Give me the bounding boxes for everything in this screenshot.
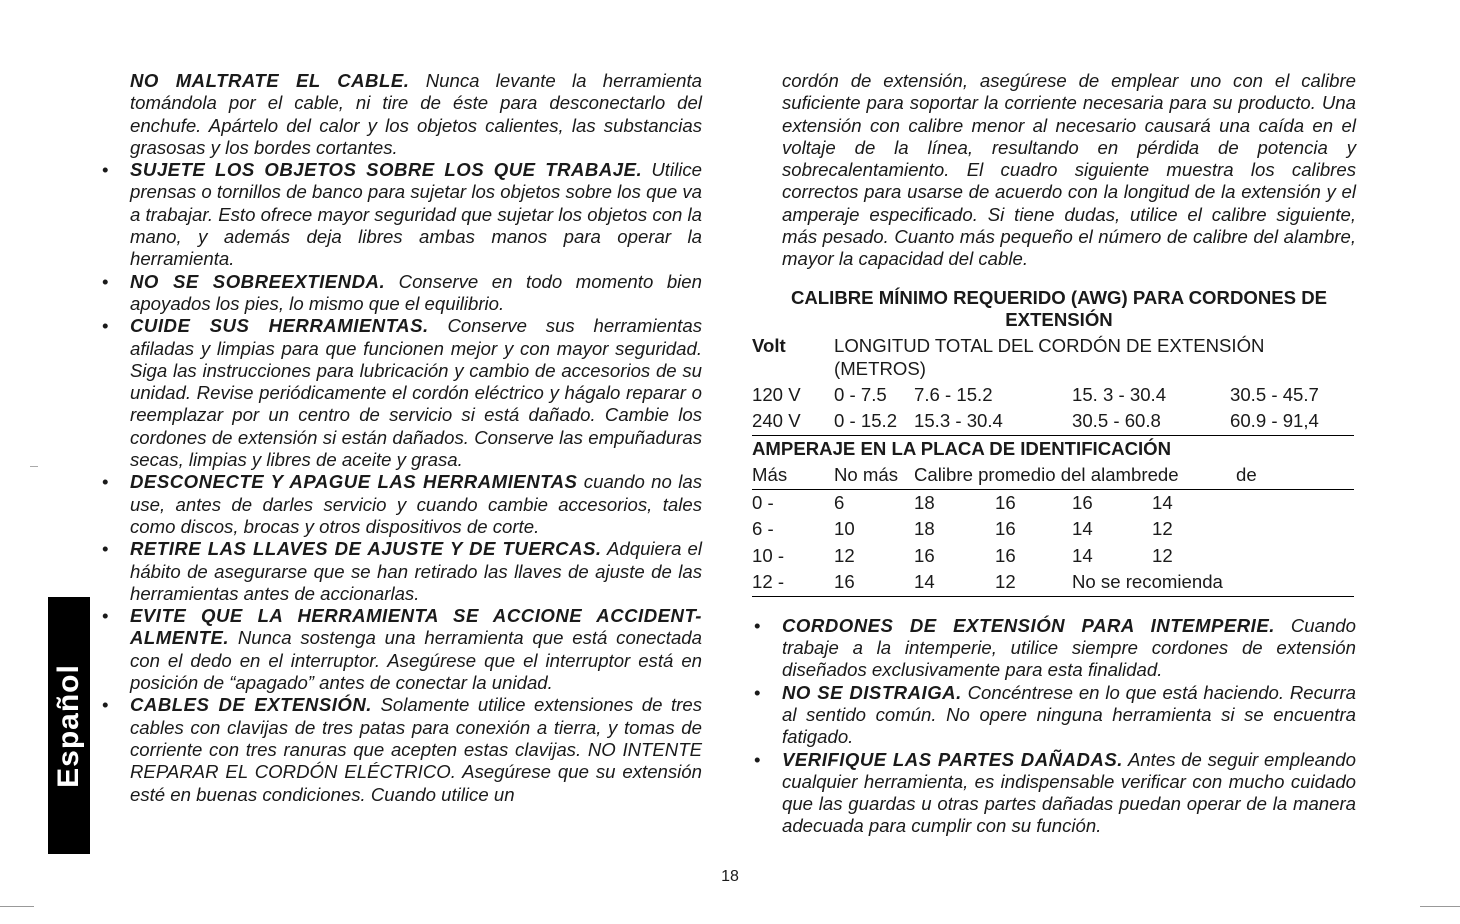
- item-text: Utilice prensas o tornillos de banco para sujetar los objetos sobre los que va a trabajar. Esto ofrece mayor seguridad que sujetar los objetos con la mano, y además deja libres ambas manos para operar la herramienta.: [130, 159, 702, 270]
- item-lead: CUIDE SUS HERRAMIENTAS.: [130, 315, 429, 337]
- item-lead: VERIFIQUE LAS PARTES DAÑADAS.: [782, 748, 1123, 770]
- item-text: Solamente utilice extensiones de tres cables con clavijas de tres patas para conexión a tierra, y tomas de corriente con tres ranuras que acepten estas clavijas. NO INTENTE REPARAR EL CORDÓN ELÉCTRICO. Asegúrese que su extensión esté en buenas condiciones. Cuando utilice un: [130, 694, 702, 805]
- bullet: •: [754, 614, 761, 636]
- crop-mark: [1420, 906, 1460, 907]
- gauge-cell: 12: [995, 571, 1016, 593]
- table-row: [752, 543, 1356, 570]
- amp-cell: 10 -: [752, 544, 785, 566]
- safety-item-disconnect: [100, 471, 702, 538]
- subheader-cell: de: [1236, 464, 1257, 486]
- safety-item-keys: [100, 538, 702, 605]
- item-lead: NO MALTRATE EL CABLE.: [130, 70, 410, 91]
- item-text: Antes de seguir empleando cualquier herramienta, es indispensable verificar con mucho cuidado que las guardas u otras partes dañadas puedan operar de la manera adecuada para cumplir con su función.: [782, 748, 1356, 837]
- safety-item-overreach: [100, 271, 702, 316]
- language-tab-label: Español: [52, 663, 85, 788]
- item-text: Cuando trabaje a la intemperie, utilice siempre cordones de extensión diseñados exclusivamente para esta finalidad.: [782, 614, 1356, 681]
- margin-mark: [30, 466, 38, 467]
- item-text: Nunca levante la herramienta tomándola por el cable, ni tire de éste para desconectarlo del enchufe. Apártelo del calor y los objetos calientes, las substancias grasosas y los bordes cortantes.: [130, 70, 702, 158]
- gauge-cell: 16: [995, 518, 1016, 540]
- item-text: Conserve sus herramientas afiladas y limpias para que funcionen mejor y con mayor seguridad. Siga las instrucciones para lubricación y cambio de accesorios de su unidad. Revise periódicamente el cordón eléctrico y hágalo reparar o reemplazar por un centro de servicio si está dañado. Cambie los cordones de extensión si están dañados. Conserve las empuñaduras secas, limpias y libres de aceite y grasa.: [130, 315, 702, 471]
- amp-cell: 10: [834, 518, 855, 540]
- gauge-cell: 18: [914, 491, 935, 513]
- table-subheader-row: [752, 462, 1354, 490]
- item-lead: DESCONECTE Y APAGUE LAS HERRAMIENTAS: [130, 471, 578, 493]
- gauge-cell: 12: [1152, 518, 1173, 540]
- left-column: [100, 70, 702, 806]
- amp-header: AMPERAJE EN LA PLACA DE IDENTIFICACIÓN: [752, 437, 1172, 459]
- crop-mark: [0, 906, 34, 907]
- length-cell: 30.5 - 60.8: [1072, 410, 1161, 432]
- length-cell: 30.5 - 45.7: [1230, 383, 1319, 405]
- safety-item-clamp: [100, 159, 702, 270]
- table-row: [752, 516, 1356, 543]
- length-cell: 0 - 7.5: [834, 383, 887, 405]
- item-lead: EVITE QUE LA HERRAMIENTA SE ACCIONE ACCIDENT-ALMENTE.: [130, 605, 702, 649]
- table-row: [752, 382, 1356, 409]
- right-column: [752, 70, 1356, 838]
- gauge-cell: 14: [914, 571, 935, 593]
- item-text: Conserve en todo momento bien apoyados los pies, lo mismo que el equilibrio.: [130, 270, 702, 314]
- bullet: •: [102, 315, 109, 337]
- table-title-line: CALIBRE MÍNIMO REQUERIDO (AWG) PARA CORDONES DE: [790, 286, 1328, 308]
- length-cell: 15. 3 - 30.4: [1072, 383, 1167, 405]
- extension-intro: cordón de extensión, asegúrese de emplear uno con el calibre suficiente para soportar la corriente necesaria para su producto. Una extensión con calibre menor al necesario causará una caída en el voltaje de la línea, resultando en pérdida de potencia y sobrecalentamiento. El cuadro siguiente muestra los calibres correctos para usarse de acuerdo con la longitud de la extensión y el amperaje especificado. Si tiene dudas, utilice el calibre siguiente, más pesado. Cuanto más pequeño el número de calibre del alambre, mayor la capacidad del cable.: [782, 70, 1356, 270]
- page-number: 18: [721, 868, 739, 885]
- gauge-cell: 18: [914, 518, 935, 540]
- item-lead: CORDONES DE EXTENSIÓN PARA INTEMPERIE.: [782, 614, 1275, 636]
- gauge-cell: 14: [1072, 544, 1093, 566]
- bullet: •: [754, 748, 761, 770]
- item-lead: SUJETE LOS OBJETOS SOBRE LOS QUE TRABAJE.: [130, 159, 643, 181]
- amp-cell: 12: [834, 544, 855, 566]
- table-row: [752, 490, 1356, 517]
- bullet: •: [102, 538, 109, 560]
- bullet: •: [754, 681, 761, 703]
- bullet: •: [102, 694, 109, 716]
- length-header-unit: (METROS): [834, 357, 926, 379]
- item-lead: NO SE DISTRAIGA.: [782, 681, 962, 703]
- length-cell: 7.6 - 15.2: [914, 383, 993, 405]
- volt-header: Volt: [752, 335, 786, 357]
- language-tab: [48, 597, 90, 854]
- item-lead: RETIRE LAS LLAVES DE AJUSTE Y DE TUERCAS.: [130, 538, 602, 560]
- amp-header-row: [752, 436, 1356, 463]
- safety-item-care: [100, 315, 702, 471]
- length-cell: 15.3 - 30.4: [914, 410, 1003, 432]
- gauge-cell: No se recomienda: [1072, 571, 1223, 593]
- gauge-cell: 16: [995, 491, 1016, 513]
- gauge-cell: 14: [1072, 518, 1093, 540]
- item-text: Concéntrese en lo que está haciendo. Recurra al sentido común. No opere ninguna herramienta si se encuentra fatigado.: [782, 681, 1356, 748]
- length-cell: 60.9 - 91,4: [1230, 410, 1319, 432]
- safety-item-extension: [100, 694, 702, 805]
- amp-cell: 12 -: [752, 571, 785, 593]
- safety-item-cable: [100, 70, 702, 159]
- table-title-line: EXTENSIÓN: [1005, 308, 1113, 330]
- item-text: Adquiera el hábito de asegurarse que se han retirado las llaves de ajuste de las herramientas antes de accionarlas.: [130, 538, 702, 604]
- item-text: Nunca sostenga una herramienta que está conectada con el dedo en el interruptor. Asegúrese que el interruptor está en posición de “apagado” antes de conectar la unidad.: [130, 627, 702, 694]
- length-cell: 0 - 15.2: [834, 410, 898, 432]
- item-lead: NO SE SOBREEXTIENDA.: [130, 270, 386, 292]
- table-header-row: [752, 358, 1356, 382]
- safety-item-accidental: [100, 605, 702, 694]
- volt-cell: 240 V: [752, 410, 801, 432]
- item-text: cuando no las use, antes de darles servicio y cuando cambie accesorios, tales como discos, brocas y otros dispositivos de corte.: [130, 471, 703, 537]
- gauge-cell: 16: [995, 544, 1016, 566]
- table-row: [752, 569, 1354, 597]
- gauge-cell: 12: [1152, 544, 1173, 566]
- bullet: •: [102, 270, 109, 292]
- length-header: LONGITUD TOTAL DEL CORDÓN DE EXTENSIÓN: [834, 335, 1265, 357]
- safety-item-damaged: [752, 749, 1356, 838]
- subheader-cell: Más: [752, 464, 788, 486]
- subheader-cell: Calibre promedio del alambrede: [914, 464, 1179, 486]
- amp-cell: 6 -: [752, 518, 774, 540]
- gauge-cell: 16: [1072, 491, 1093, 513]
- volt-cell: 120 V: [752, 383, 801, 405]
- table-title: [752, 287, 1356, 332]
- table-header-row: [752, 335, 1356, 358]
- gauge-cell: 16: [914, 544, 935, 566]
- item-lead: CABLES DE EXTENSIÓN.: [130, 694, 372, 716]
- bullet: •: [102, 605, 109, 627]
- subheader-cell: No más: [834, 464, 899, 486]
- gauge-table: [752, 335, 1356, 597]
- amp-cell: 0 -: [752, 491, 774, 513]
- bullet: •: [102, 159, 109, 181]
- amp-cell: 6: [834, 491, 845, 513]
- gauge-cell: 14: [1152, 491, 1173, 513]
- safety-item-attention: [752, 682, 1356, 749]
- amp-cell: 16: [834, 571, 855, 593]
- safety-item-outdoor: [752, 615, 1356, 682]
- bullet: •: [102, 471, 109, 493]
- table-row: [752, 408, 1354, 436]
